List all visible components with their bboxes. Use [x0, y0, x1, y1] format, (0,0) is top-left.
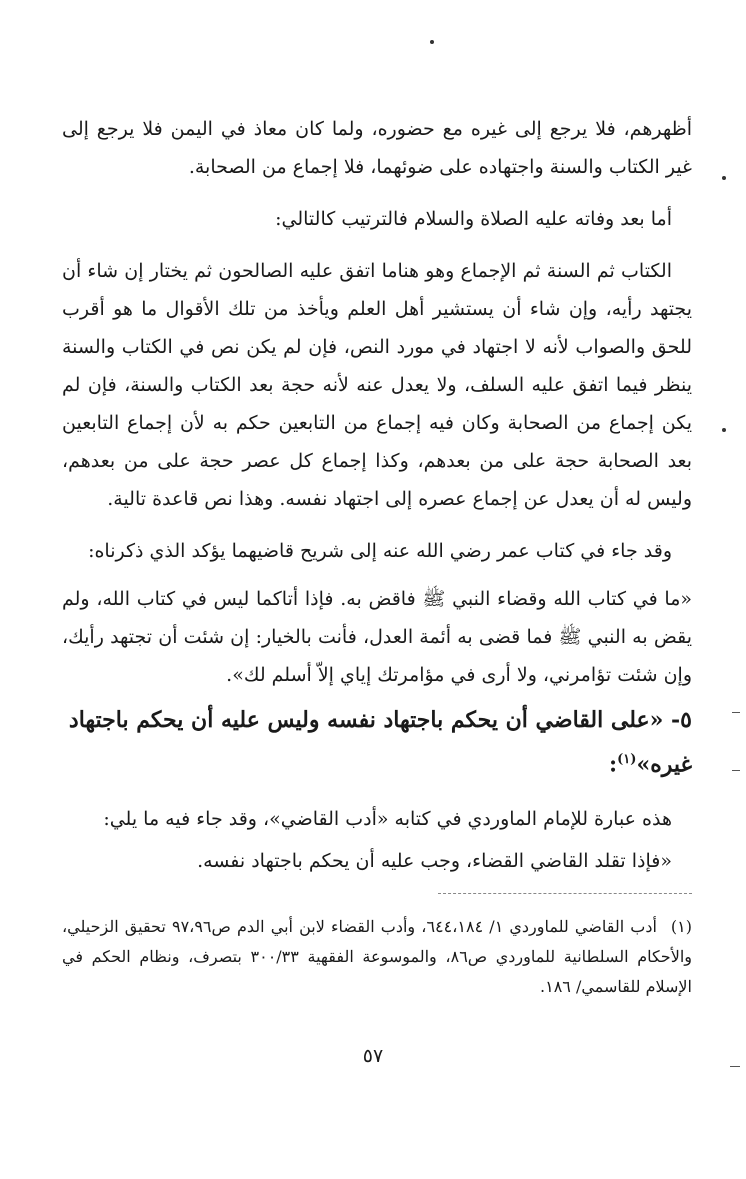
heading-text: ٥- «على القاضي أن يحكم باجتهاد نفسه وليس عليه أن يحكم باجتهاد غيره»: [68, 707, 692, 778]
body-text-top: [62, 110, 692, 694]
scan-speck: [430, 40, 434, 44]
footnote: [62, 912, 692, 1002]
paragraph-3: الكتاب ثم السنة ثم الإجماع وهو هناما اتفق عليه الصالحون ثم يختار إن شاء أن يجتهد رأيه، وإن شاء أن يستشير أهل العلم ويأخذ من تلك الأقوال ما هو أقرب للحق والصواب لأنه لا اجتهاد في مورد النص، فإن لم يكن نص في الكتاب والسنة ينظر فيما اتفق عليه السلف، ولا يعدل عنه لأنه حجة بعد الكتاب والسنة، فإن لم يكن إجماع من الصحابة وكان فيه إجماع من التابعين حكم به لأن إجماع التابعين بعد الصحابة حجة على من بعدهم، وكذا إجماع كل عصر حجة على من بعدهم، وليس له أن يعدل عن إجماع عصره إلى اجتهاد نفسه. وهذا نص قاعدة تالية.: [62, 260, 692, 510]
paragraph-7: «فإذا تقلد القاضي القضاء، وجب عليه أن يحكم باجتهاد نفسه.: [197, 850, 672, 872]
paragraph-6: هذه عبارة للإمام الماوردي في كتابه «أدب القاضي»، وقد جاء فيه ما يلي:: [103, 808, 672, 830]
footnote-divider: [438, 893, 692, 894]
paragraph-1: أظهرهم، فلا يرجع إلى غيره مع حضوره، ولما كان معاذ في اليمن فلا يرجع إلى غير الكتاب والسنة واجتهاده على ضوئهما، فلا إجماع من الصحابة.: [62, 118, 692, 178]
quote-paragraph: «ما في كتاب الله وقضاء النبي ﷺ فاقض به. فإذا أتاكما ليس في كتاب الله، ولم يقض به النبي ﷺ فما قضى به أئمة العدل، فأنت بالخيار: إن شئت أن تجتهد رأيك، وإن شئت تؤامرني، ولا أرى في مؤامرتك إياي إلاّ أسلم لك».: [62, 588, 692, 686]
heading-footnote-ref: (١): [617, 752, 637, 767]
paragraph-4: وقد جاء في كتاب عمر رضي الله عنه إلى شريح قاضيهما يؤكد الذي ذكرناه:: [88, 540, 672, 562]
body-text-bottom: [62, 800, 692, 880]
footnote-number: (١): [670, 917, 692, 936]
scan-mark: [732, 770, 740, 771]
scan-speck: [722, 428, 726, 432]
section-heading: [62, 700, 692, 784]
paragraph-2: أما بعد وفاته عليه الصلاة والسلام فالترتيب كالتالي:: [275, 208, 672, 230]
heading-colon: :: [609, 751, 618, 778]
scan-speck: [722, 176, 726, 180]
scan-mark: [730, 1066, 740, 1067]
scan-mark: [732, 712, 740, 713]
page-number: ٥٧: [362, 1045, 384, 1067]
footnote-text: أدب القاضي للماوردي ١/ ٦٤٤،١٨٤، وأدب القضاء لابن أبي الدم ص٩٧،٩٦ تحقيق الزحيلي، والأحكام السلطانية للماوردي ص٨٦، والموسوعة الفقهية ٣٠٠/٣٣ بتصرف، ونظام الحكم في الإسلام للقاسمي/ ١٨٦.: [62, 917, 692, 996]
